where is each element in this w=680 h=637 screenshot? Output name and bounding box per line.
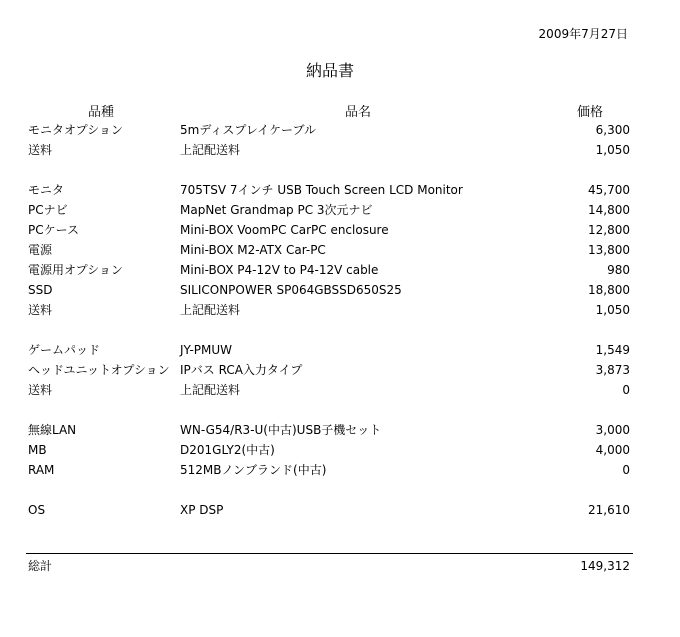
table-row (0, 400, 680, 420)
table-row (0, 460, 680, 480)
table-row (0, 220, 680, 240)
row-price: 3,873 (595, 363, 630, 377)
row-name: 上記配送料 (180, 383, 241, 397)
row-category: 送料 (28, 303, 53, 317)
document-title: 納品書 (305, 61, 354, 80)
row-category: モニタオプション (28, 123, 123, 137)
row-price: 12,800 (588, 223, 630, 237)
row-name: MapNet Grandmap PC 3次元ナビ (180, 203, 373, 217)
table-row (0, 180, 680, 200)
row-price: 6,300 (595, 123, 630, 137)
row-name: JY-PMUW (180, 343, 233, 357)
table-row (0, 280, 680, 300)
table-row (0, 300, 680, 320)
document-date: 2009年7月27日 (538, 27, 628, 41)
row-name: Mini-BOX M2-ATX Car-PC (180, 243, 326, 257)
row-price: 18,800 (588, 283, 630, 297)
row-price: 21,610 (588, 503, 630, 517)
row-category: 送料 (28, 383, 53, 397)
table-header (0, 101, 680, 119)
row-name: Mini-BOX P4-12V to P4-12V cable (180, 263, 379, 277)
row-name: SILICONPOWER SP064GBSSD650S25 (180, 283, 402, 297)
item-table (0, 120, 680, 520)
total-divider (26, 553, 633, 554)
table-row (0, 200, 680, 220)
row-name: D201GLY2(中古) (180, 443, 275, 457)
row-price: 1,549 (595, 343, 630, 357)
row-price: 3,000 (595, 423, 630, 437)
row-price: 45,700 (588, 183, 630, 197)
row-category: PCケース (28, 223, 80, 237)
row-category: 無線LAN (28, 423, 77, 437)
table-row (0, 340, 680, 360)
row-price: 980 (607, 263, 630, 277)
row-category: RAM (28, 463, 55, 477)
row-price: 0 (622, 463, 630, 477)
row-category: PCナビ (28, 203, 68, 217)
row-name: 上記配送料 (180, 143, 241, 157)
row-price: 4,000 (595, 443, 630, 457)
row-name: 705TSV 7インチ USB Touch Screen LCD Monitor (180, 183, 463, 197)
row-price: 0 (622, 383, 630, 397)
table-row (0, 360, 680, 380)
row-category: ゲームパッド (28, 343, 101, 357)
total-label: 総計 (28, 559, 53, 573)
column-header-price: 価格 (577, 105, 604, 120)
row-name: 512MBノンブランド(中古) (180, 463, 327, 477)
table-row (0, 380, 680, 400)
table-row (0, 440, 680, 460)
row-category: 電源 (28, 243, 53, 257)
table-row (0, 320, 680, 340)
row-name: WN-G54/R3-U(中古)USB子機セット (180, 423, 382, 437)
row-name: 上記配送料 (180, 303, 241, 317)
total-value: 149,312 (580, 559, 630, 573)
row-price: 1,050 (595, 143, 630, 157)
row-name: Mini-BOX VoomPC CarPC enclosure (180, 223, 389, 237)
total-row (0, 556, 680, 576)
table-row (0, 160, 680, 180)
row-category: MB (28, 443, 47, 457)
row-category: ヘッドユニットオプション (28, 363, 170, 377)
table-row (0, 500, 680, 520)
row-price: 1,050 (595, 303, 630, 317)
row-price: 13,800 (588, 243, 630, 257)
row-name: IPバス RCA入力タイプ (180, 363, 303, 377)
table-row (0, 260, 680, 280)
table-row (0, 420, 680, 440)
row-category: OS (28, 503, 46, 517)
row-category: SSD (28, 283, 53, 297)
row-name: 5mディスプレイケーブル (180, 123, 316, 137)
row-category: モニタ (28, 183, 65, 197)
column-header-category: 品種 (88, 105, 115, 120)
table-row (0, 140, 680, 160)
table-row (0, 240, 680, 260)
column-header-name: 品名 (345, 105, 372, 120)
row-price: 14,800 (588, 203, 630, 217)
row-name: XP DSP (180, 503, 224, 517)
row-category: 送料 (28, 143, 53, 157)
table-row (0, 480, 680, 500)
row-category: 電源用オプション (28, 263, 123, 277)
table-row (0, 120, 680, 140)
